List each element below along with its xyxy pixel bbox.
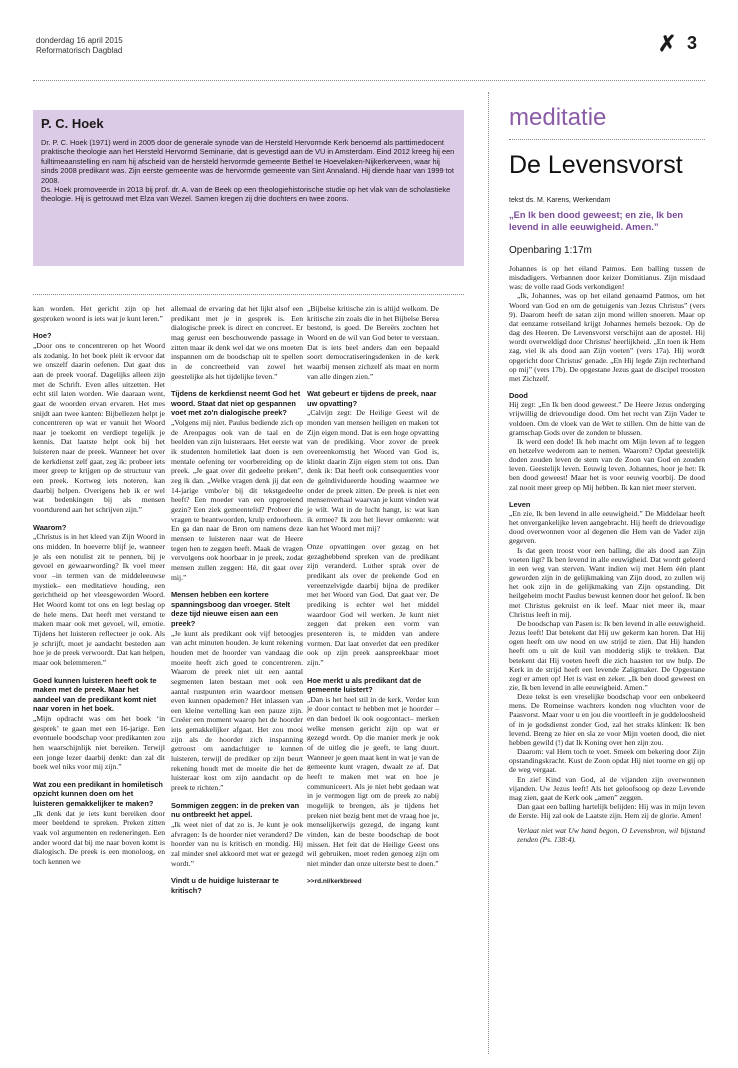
- meditation-paragraph: Is dat geen troost voor een balling, die als dood aan Zijn voeten ligt? Ik ben levend in alle eeuwigheid. Dat wordt geleerd in een weg van sterven. Want indien wij met Hem één plant geworden zijn in de gelijkmaking van Zijn dood, zo zullen wij het ook zijn in de gelijkmaking van Zijn opstanding. Dit heilgeheim mocht Paulus bewust kennen door het geloof. Ik ben met Christus gekruist en ik leef. Maar niet meer ik, maar Christus leeft in mij.: [509, 545, 705, 619]
- interview-question: Goed kunnen luisteren heeft ook te maken met de preek. Maar het aandeel van de predikant komt niet naar voren in het boek.: [33, 675, 157, 714]
- article-column-1: [33, 304, 165, 875]
- interview-question: Wat gebeurt er tijdens de preek, naar uw opvatting?: [307, 389, 437, 408]
- meditation-paragraph: Dan gaat een balling hartelijk belijden: Hij was in mijn leven de Eerste. Hij zal ook de Laatste zijn. Hem zij de glorie. Amen!: [509, 802, 705, 821]
- article-top-divider: [33, 294, 464, 295]
- psalm-verse: Verlaat niet wat Uw hand begon, O Levensbron, wil bijstand zenden (Ps. 138:4).: [517, 826, 705, 845]
- interview-question: Wat zou een predikant in homiletisch opzicht kunnen doen om het luisteren gemakkelijker te maken?: [33, 779, 163, 808]
- article-paragraph: „Mijn opdracht was om het boek ‘in gesprek’ te gaan met een 16-jarige. Een eventuele boodschap voor predikanten zou hen waarschijnlijk niet bereiken. Terwijl een jonge lezer daarbij denkt: dan zal dit boek wel niks voor mij zijn.”: [33, 713, 165, 772]
- interview-question: Sommigen zeggen: in de preken van nu ontbreekt het appel.: [171, 800, 300, 820]
- meditation-reference: Openbaring 1:17m: [509, 245, 592, 256]
- bio-box: [33, 110, 464, 266]
- meditation-title: De Levensvorst: [509, 151, 683, 179]
- article-paragraph: allemaal de ervaring dat het lijkt alsof een predikant met je in gesprek is. Een dialogische preek is direct en concreet. Er mag gerust een beschouwende passage in zitten maar ik denk wel dat we ons moeten inspannen om de boodschap uit te spellen in de concreetheid van zowel het geestelijke als het tijdelijke leven.”: [171, 304, 303, 381]
- header-date: donderdag 16 april 2015: [36, 36, 123, 45]
- meditation-author: tekst ds. M. Karens, Werkendam: [509, 197, 611, 204]
- column-divider: [488, 92, 489, 1054]
- meditation-quote: „En Ik ben dood geweest; en zie, Ik ben levend in alle eeuwigheid. Amen.”: [509, 210, 684, 232]
- article-paragraph: Onze opvattingen over gezag en het gezaghebbend spreken van de predikant zijn veranderd. Luther sprak over de predikant als over de prekende God en vereenzelvigde daarbij bijna de prediker met het Woord van God. Dat gaat ver. De prediking is echter wel het middel waardoor God wil werken. Je kunt niet zeggen dat preken een vorm van presenteren is, te midden van andere vormen. Dat laat onverlet dat een prediker ook op zijn preek aanspreekbaar moet zijn.”: [307, 541, 439, 667]
- header-divider: [33, 80, 705, 81]
- meditation-subheading: Dood: [509, 391, 528, 401]
- meditation-paragraph: De boodschap van Pasen is: Ik ben levend in alle eeuwigheid. Jezus leeft! Dat betekent dat Hij uw gekerm kan horen. Dat Hij ogen heeft om uw nood en uw strijd te zien. Dat Hij handen heeft om u uit de kuil van modderig slijk te trekken. Dat betekent dat Hij voeten heeft die zich haasten tot uw hulp. De Kerk in de strijd heeft een levende Zaligmaker. De Opgestane zegt er amen op! Het is vast en zeker. „Ik ben dood geweest en zie, Ik ben levend in alle eeuwigheid. Amen.”: [509, 618, 705, 692]
- article-paragraph: „Ik weet niet of dat zo is. Je kunt je ook afvragen: Is de hoorder niet veranderd? De hoorder van nu is kritisch en mondig. Hij zal minder snel akkoord met wat er gezegd wordt.”: [171, 819, 303, 868]
- interview-question: Hoe?: [33, 331, 52, 341]
- bio-paragraph: Dr. P. C. Hoek (1971) werd in 2005 door de generale synode van de Hersteld Hervormde Kerk benoemd als parttimedocent praktische theologie aan het Hersteld Hervormd Seminarie, dat is gevestigd aan de VU in Amsterdam. Eind 2012 kreeg hij een fulltimeaanstelling en nam hij afscheid van de hersteld hervormde gemeente Bethel te Hoevelaken-Nijkerkerveen, waar hij sinds 2008 predikant was. Zijn eerste gemeente was de hervormde gemeente van Sint Annaland. Hij diende haar van 1999 tot 2008.: [41, 138, 455, 185]
- meditation-paragraph: Johannes is op het eiland Patmos. Een balling tussen de misdadigers. Verbannen door keizer Domitianus. Zijn misdaad was: de volle raad Gods verkondigen!: [509, 264, 705, 292]
- article-paragraph: „Christus is in het kleed van Zijn Woord in ons midden. In hoeverre blijf je, wanneer je als een notulist zit te pennen, bij je gevoel en gewaarwording? Ik voel meer voor –in termen van de middeleeuwse mystiek– een meditatieve houding, een gerichtheid op het vleesgeworden Woord. Het Woord komt tot ons en legt beslag op de hele mens. Dat heeft met verstand te maken maar ook met gevoel, wil, emotie. Tijdens het luisteren reflecteer je ook. Als je schrijft, moet je aandacht besteden aan hoe je de preek verwoordt. Dat kan helpen, maar ook belemmeren.”: [33, 532, 165, 667]
- article-paragraph: „Je kunt als predikant ook vijf betoogjes van acht minuten houden. Je kunt rekening houden met de hoorder van vandaag die moeite heeft zich goed te concentreren. Waarom de preek niet uit een aantal segmenten laten bestaan met ook een aantal rustpunten erin waardoor mensen even kunnen opademen? Het inlassen van een kleine vertelling kan een pauze zijn. Creëer een moment waarop het de hoorder iets gemakkelijker afgaat. Het zou mooi zijn als de hoorder zich inspanning getroost om aandachtiger te kunnen luisteren, terwijl de prediker op zijn beurt rekening houdt met de moeite die het de luisteraar kost om zijn aandacht op de preek te richten.”: [171, 628, 303, 793]
- article-paragraph: „Volgens mij niet. Paulus bediende zich op de Areopagus ook van de taal en de beelden van zijn luisteraars. Het eerste wat ik studenten homiletiek laat doen is een mentale oefening ter voorbereiding op de preek. „Je gaat over dit gedeelte preken”, zeg ik dan. „Welke vragen denk jij dat een 14-jarige vmbo'er bij dit tekstgedeelte heeft? Een moeder van een opgroeiend gezin? Een ziek gemeentelid? Probeer die vragen te beantwoorden, krulp erdoorheen. En ga dan naar de Bron om namens deze mensen te luisteren naar wat de Heere tegen hen te zeggen heeft. Maak de vragen vervolgens ook hoorbaar in je preek, zodat mensen zullen zeggen: Hé, dit gaat over mij.”: [171, 418, 303, 582]
- meditation-subheading: Leven: [509, 499, 531, 509]
- section-kicker: meditatie: [509, 104, 607, 131]
- meditation-paragraph: Daarom: val Hem toch te voet. Smeek om bekering door Zijn opstandingskracht. Kust de Zoon opdat Hij niet toorne en gij op de weg vergaat.: [509, 747, 705, 775]
- article-paragraph: „Ik denk dat je iets kunt bereiken door meer beeldend te spreken. Preken zitten vaak vol argumenten en redeneringen. Een ander woord dat bij me naar boven komt is dialogisch. De preek is een monoloog, en toch kennen we: [33, 808, 165, 866]
- article-paragraph: „Bijbelse kritische zin is altijd welkom. De kritische zin zoals die in het Bijbelse Berea bestond, is goed. De Bereërs zochten het Woord en de wil van God beter te verstaan. Dat is iets heel anders dan een bepaald soort democratiseringsdenken in de kerk waarbij mensen zichzelf als maat en norm van alle dingen zien.”: [307, 304, 439, 381]
- meditation-paragraph: „Ik, Johannes, was op het eiland genaamd Patmos, om het Woord van God en om de getuigenis van Jezus Christus” (vers 9). Daarom heeft de satan zijn mond willen snoeren. Maar op dat eenzame rotseiland krijgt Johannes hemels bezoek. Op de dag des Heeren. De Levensvorst verschijnt aan de apostel. Hij wordt overweldigd door Christus' heerlijkheid. „En toen ik Hem zag, viel ik als dood aan Zijn voeten” (vers 17a). Hij wordt opgericht door Christus' genade. „En Hij legde Zijn rechterhand op mij” (vers 17b). De opgestane Jezus gaat de discipel troosten met Zichzelf.: [509, 291, 705, 383]
- meditation-paragraph: Ik werd een dode! Ik heb macht om Mijn leven af te leggen en hetzelve wederom aan te nemen. Waarom? Opdat geestelijk doden zouden leven de stem van de Zoon van God en zouden leven. Geestelijk leven. Eeuwig leven. Johannes, hoor je het: Ik ben dood geweest! Maar het is voor eeuwig voorbij. De dood zal nooit meer greep op Mij hebben. Ik kan niet meer sterven.: [509, 436, 705, 492]
- interview-question: Tijdens de kerkdienst neemt God het woord. Staat dat niet op gespannen voet met zo'n dialogische preek?: [171, 389, 301, 418]
- article-paragraph: „Dan is het heel stil in de kerk. Verder kun je door contact te hebben met je hoorder –en dan bedoel ik ook oogcontact– merken welke mensen gericht zijn op wat er gezegd wordt. Op die manier merk je ook of de uitleg die je geeft, te lang duurt. Wanneer je geen maat kent in wat je van de gemeente kunt vragen, dwaalt ze af. Dat heeft te maken met wat en hoe je communiceert. Als je niet hebt gedaan wat in je vermogen ligt om de preek zo nabij mogelijk te brengen, als je tijdens het preken niet bezig bent met de vraag hoe je, menselijkerwijs gezegd, de ingang kunt vinden, kan de beste boodschap de boot missen. Het feit dat de Heilige Geest ons wil gebruiken, moet reden genoeg zijn om niet minder dan onze uiterste best te doen.”: [307, 694, 440, 868]
- meditation-paragraph: Hij zegt: „En Ik ben dood geweest.” De Heere Jezus onderging vrijwillig de drievoudige dood. Om het recht van Zijn Vader te voldoen. Om de vloek van de Wet te stillen. Om de hitte van de gramschap Gods over de zonden te blussen.: [509, 400, 705, 437]
- article-column-3: [307, 304, 439, 894]
- bio-paragraph: Ds. Hoek promoveerde in 2013 bij prof. dr. A. van de Beek op een theologiehistorische studie op het vlak van de scholastieke theologie. Hij is getrouwd met Elza van Wezel. Samen kregen zij drie dochters en twee zoons.: [41, 185, 451, 204]
- interview-question: Vindt u de huidige luisteraar te kritisch?: [171, 876, 279, 895]
- header-dateline: [36, 36, 123, 56]
- kicker-divider: [509, 139, 705, 140]
- article-paragraph: „Door ons te concentreren op het Woord als zodanig. In het boek pleit ik ervoor dat we onszelf daarin oefenen. Dat gaat dus aan de preek vooraf. Dagelijks alleen zijn met de Schrift. Even alles uitzetten. Het echt stil laten worden. Wie daaraan went, gaat de woorden ervan ervaren. Het mes snijdt aan twee kanten: Bijbellezen helpt je concentreren op wat er vanuit het Woord naar je toekomt en verdiept tegelijk je kennis. Dat laatste helpt ook bij het luisteren naar de preek. Wanneer het over de kerkdienst zelf gaat, zeg ik: probeer iets meer greep te krijgen op de structuur van een preek. Kortweg iets noteren, kan daarbij helpen. Overigens heb ik er wel wat bedenkingen bij als mensen voortdurend aan het schrijven zijn.”: [33, 340, 165, 515]
- interview-question: Hoe merkt u als predikant dat de gemeente luistert?: [307, 675, 422, 695]
- interview-question: Waarom?: [33, 522, 67, 532]
- article-paragraph: kan worden. Het gericht zijn op het gesproken woord is iets wat je kunt leren.”: [33, 304, 165, 323]
- page-number: 3: [687, 33, 698, 53]
- article-column-2: [171, 304, 303, 895]
- interview-question: Mensen hebben een kortere spanningsboog dan vroeger. Stelt deze tijd nieuwe eisen aan een preek?: [171, 590, 291, 628]
- meditation-body: [509, 264, 705, 845]
- article-paragraph: „Calvijn zegt: De Heilige Geest wil de monden van mensen heiligen en maken tot Zijn eigen mond. Dat is een hoge opvatting van de prediking. Voor zover de preek overeenkomstig het Woord van God is, klinkt daarin Zijn eigen stem tot ons. Dan denk ik: Dat heeft ook consequenties voor de geïndividueerde houding waarmee we onder de preek zitten. De preek is niet een mensenverhaal waarvan je kunt vinden wat je wilt. Wat in de lucht hangt, is: wat kan ik ermee? Ik zou het liever omkeren: wat kan het Woord met mij?: [307, 408, 439, 534]
- meditation-paragraph: En zie! Kind van God, al de vijanden zijn overwonnen vijanden. Uw Jezus leeft! Als het geloofsoog op deze Levende mag zien, gaat de Kerk ook „amen” zeggen.: [509, 774, 705, 802]
- meditation-paragraph: „En zie, Ik ben levend in alle eeuwigheid.” De Middelaar heeft het onvergankelijke leven aangebracht. Hij heeft de drievoudige dood overwonnen voor al degenen die Hem van de Vader zijn gegeven.: [509, 509, 705, 546]
- source-link[interactable]: >>rd.nl/kerkbreed: [307, 877, 362, 885]
- paper-logo-icon: ✗: [658, 31, 677, 56]
- header-paper-name: Reformatorisch Dagblad: [36, 46, 123, 55]
- bio-name: P. C. Hoek: [41, 116, 104, 131]
- meditation-paragraph: Deze tekst is een vreselijke boodschap voor een onbekeerd mens. De Romeinse wachters konden nog vluchten voor de Paasvorst. Maar voor u en jou die voortleeft in je goddeloosheid of in je godsdienst zonder God, zal het straks klinken: Ik ben levend. Breng ze hier en sla ze voor Mijn voeten dood, die niet hebben gewild (!) dat Ik Koning over hen zijn zou.: [509, 692, 705, 747]
